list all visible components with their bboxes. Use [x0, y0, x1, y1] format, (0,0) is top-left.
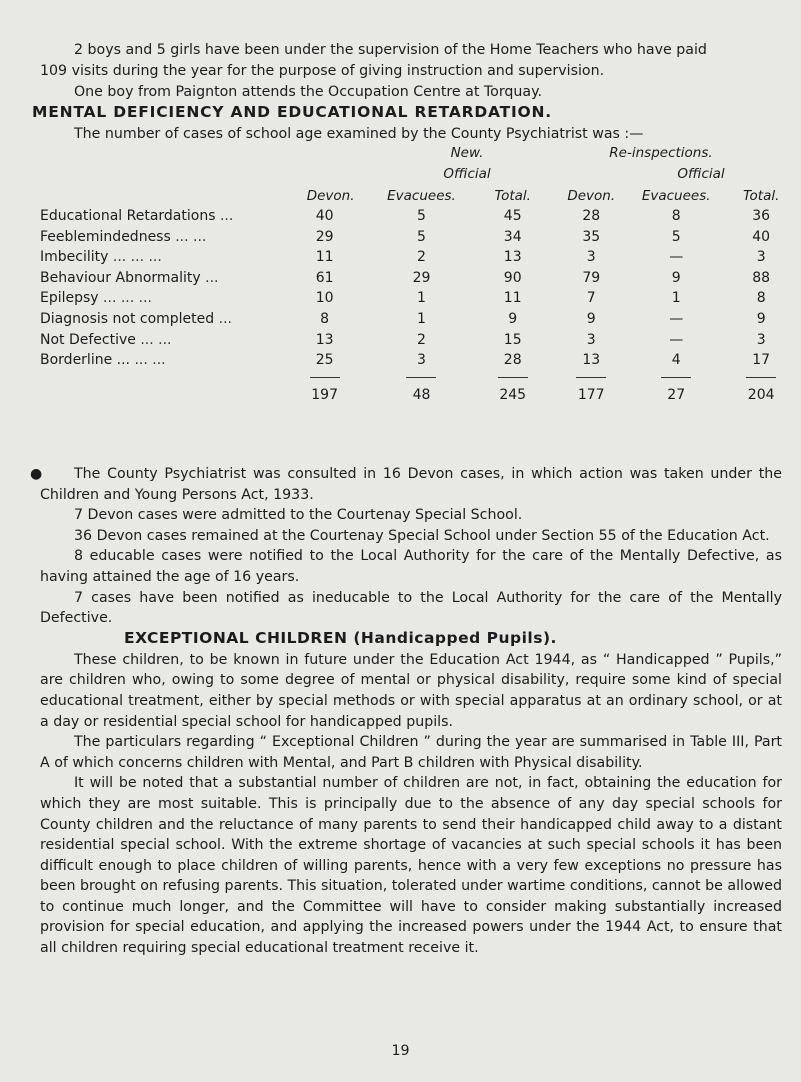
totals-rule-row: [40, 371, 801, 385]
column-header-row: [40, 186, 801, 206]
row-label: Epilepsy: [40, 290, 99, 307]
table-row: [40, 206, 801, 227]
cell: 9: [671, 269, 681, 286]
heading-mental-deficiency: MENTAL DEFICIENCY AND EDUCATIONAL RETARDATION.: [32, 103, 552, 121]
row-label: Behaviour Abnormality: [40, 269, 201, 286]
cell: 8: [320, 310, 330, 327]
table-row: [40, 227, 801, 248]
group-header-reinspections: Re-inspections.: [609, 145, 713, 161]
group-header-new: New.: [450, 145, 484, 161]
heading-exceptional-children: EXCEPTIONAL CHILDREN (Handicapped Pupils).: [124, 628, 557, 647]
cell: 35: [582, 228, 601, 245]
cell: 1: [417, 290, 426, 307]
paragraph-exceptional-2: The particulars regarding “ Exceptional Children ” during the year are summarised in Table III, Part A of which concerns children with Mental, and Part B children with Physical disability.: [40, 734, 782, 771]
col-header-evacuees-reinsp: Evacuees.: [641, 188, 711, 204]
col-header-evacuees: Evacuees.: [387, 188, 456, 204]
paragraph-educable: 8 educable cases were notified to the Local Authority for the care of the Mentally Defective, as having attained the age of 16 years.: [40, 548, 782, 585]
intro-line-1: 2 boys and 5 girls have been under the supervision of the Home Teachers who have paid: [74, 42, 707, 58]
cell: 8: [671, 208, 681, 224]
total-cell: 177: [577, 386, 605, 403]
cell: 15: [503, 331, 522, 348]
cell: 45: [503, 208, 522, 224]
divider: [498, 377, 528, 378]
official-label-reinspections: Official: [677, 166, 725, 182]
paragraph-ineducable: 7 cases have been notified as ineducable to the Local Authority for the care of the Mentally Defective.: [40, 589, 782, 627]
cell: 61: [315, 269, 334, 286]
cell: 2: [417, 331, 426, 348]
cell: 2: [417, 249, 426, 266]
leader-dots: ... ...: [175, 228, 207, 245]
cell: 8: [756, 290, 766, 307]
cell: 3: [756, 249, 766, 266]
cell: 88: [752, 269, 771, 286]
row-label: Borderline ...: [40, 352, 131, 369]
table-intro: The number of cases of school age examined by the County Psychiatrist was :—: [74, 126, 644, 142]
cell: 40: [752, 228, 771, 245]
total-cell: 245: [499, 386, 527, 403]
leader-dots: ... ...: [134, 352, 166, 369]
cell: —: [669, 331, 684, 348]
col-header-total-reinsp: Total.: [742, 188, 780, 204]
divider: [746, 377, 776, 378]
paragraph-admitted: 7 Devon cases were admitted to the Courtenay Special School.: [74, 507, 523, 524]
table-row: [40, 288, 801, 309]
cell: 3: [586, 331, 596, 348]
table-row: [40, 330, 801, 351]
row-label: Feeblemindedness: [40, 228, 171, 245]
cell: 5: [417, 208, 426, 224]
row-label: Not Defective: [40, 331, 136, 348]
cell: 3: [756, 331, 766, 348]
leader-dots: ...: [205, 269, 219, 286]
divider: [661, 377, 691, 378]
paragraph-remained: 36 Devon cases remained at the Courtenay Special School under Section 55 of the Education Act.: [74, 527, 770, 544]
bullet-mark-icon: ●: [30, 466, 43, 482]
cell: 3: [586, 249, 596, 266]
table-row: [40, 247, 801, 268]
cell: 5: [417, 228, 426, 245]
total-cell: 204: [747, 386, 775, 403]
cell: 25: [315, 352, 334, 369]
paragraph-exceptional-1: These children, to be known in future under the Education Act 1944, as “ Handicapped ” Pupils,” are children who, owing to some degree of mental or physical disability, require some kind of special educational treatment, either by special methods or with special apparatus at an ordinary school, or at a day or residential special school for handicapped pupils.: [40, 651, 782, 730]
total-cell: 48: [412, 386, 431, 403]
divider: [310, 377, 340, 378]
cell: 9: [756, 310, 766, 327]
cell: —: [669, 310, 684, 327]
leader-dots: ... ...: [140, 331, 172, 348]
cell: 34: [503, 228, 522, 245]
leader-dots: ... ... ...: [103, 290, 152, 307]
table-row: [40, 268, 801, 289]
row-label: Imbecility: [40, 249, 109, 266]
cell: 11: [315, 249, 334, 266]
table-row: [40, 309, 801, 330]
cell: 40: [315, 208, 334, 224]
cell: 13: [582, 352, 601, 369]
col-header-devon-reinsp: Devon.: [567, 188, 616, 204]
official-label-new: Official: [443, 166, 491, 182]
psychiatrist-cases-table: [40, 186, 801, 405]
cell: 4: [671, 352, 681, 369]
row-label: Educational Retardations: [40, 208, 216, 224]
col-header-devon: Devon.: [306, 188, 355, 204]
cell: —: [669, 249, 684, 266]
cell: 28: [582, 208, 601, 224]
divider: [406, 377, 436, 378]
cell: 7: [586, 290, 596, 307]
cell: 29: [315, 228, 334, 245]
cell: 29: [412, 269, 431, 286]
intro-line-3: One boy from Paignton attends the Occupation Centre at Torquay.: [74, 84, 543, 100]
intro-line-2: 109 visits during the year for the purpose of giving instruction and supervision.: [40, 63, 605, 79]
total-cell: 27: [667, 386, 686, 403]
cell: 1: [671, 290, 681, 307]
paragraph-consulted: The County Psychiatrist was consulted in 16 Devon cases, in which action was taken under the Children and Young Persons Act, 1933.: [40, 466, 782, 503]
cell: 90: [503, 269, 522, 286]
cell: 36: [752, 208, 771, 224]
cell: 11: [503, 290, 522, 307]
cell: 79: [582, 269, 601, 286]
col-header-total: Total.: [494, 188, 531, 204]
cell: 10: [315, 290, 334, 307]
cell: 28: [503, 352, 522, 369]
table-row: [40, 350, 801, 371]
totals-row: [40, 385, 801, 406]
leader-dots: ... ... ...: [112, 249, 162, 266]
total-cell: 197: [311, 386, 338, 403]
cell: 3: [417, 352, 426, 369]
leader-dots: ...: [219, 208, 234, 224]
cell: 5: [671, 228, 681, 245]
cell: 17: [752, 352, 771, 369]
cell: 13: [315, 331, 334, 348]
cell: 13: [503, 249, 522, 266]
divider: [576, 377, 606, 378]
page-number: 19: [391, 1043, 410, 1059]
paragraph-exceptional-3: It will be noted that a substantial number of children are not, in fact, obtaining the education for which they are most suitable. This is principally due to the absence of any day special schools for County children and the reluctance of many parents to send their handicapped child away to a distant residential special school. With the extreme shortage of vacancies at such special schools it has been difficult enough to place children of willing parents, hence with a very few exceptions no pressure has been brought on refusing parents. This situation, tolerated under wartime conditions, cannot be allowed to continue much longer, and the Committee will have to consider making substantially increased provision for special education, and applying the increased powers under the 1944 Act, to ensure that all children requiring special educational treatment receive it.: [40, 775, 782, 957]
leader-dots: ...: [218, 310, 232, 327]
cell: 9: [586, 310, 596, 327]
cell: 9: [508, 310, 518, 327]
row-label: Diagnosis not completed: [40, 310, 215, 327]
cell: 1: [417, 310, 426, 327]
